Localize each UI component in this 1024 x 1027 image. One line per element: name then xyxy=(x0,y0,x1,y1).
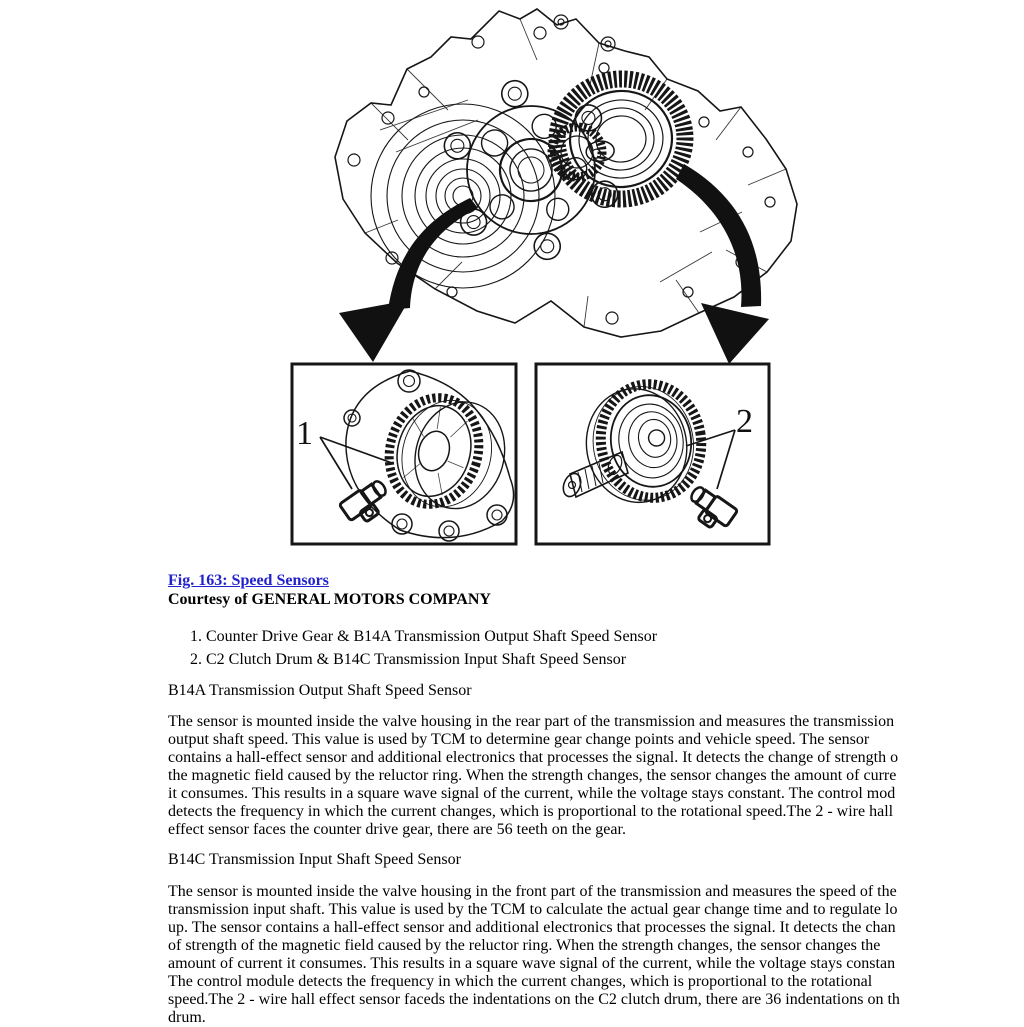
figure-caption-link[interactable]: Fig. 163: Speed Sensors xyxy=(168,572,329,589)
document-text xyxy=(168,571,1024,1027)
callout-label-1: 1 xyxy=(296,415,313,452)
clutch-drum-main xyxy=(551,73,691,206)
text-line: detects the frequency in which the current changes, which is proportional to the rotational speed.The 2 - wire hall xyxy=(168,803,894,820)
section-heading-b14c: B14C Transmission Input Shaft Speed Sensor xyxy=(168,851,461,868)
text-line: transmission input shaft. This value is used by the TCM to calculate the actual gear change time and to regulate lo xyxy=(168,901,898,918)
text-line: speed.The 2 - wire hall effect sensor faceds the indentations on the C2 clutch drum, there are 36 indentations on th xyxy=(168,991,900,1008)
clutch-drum-art xyxy=(577,376,710,510)
text-line: drum. xyxy=(168,1009,206,1026)
text-line: The control module detects the frequency in which the current changes, which is proportional to the rotational xyxy=(168,973,873,990)
text-line: The sensor is mounted inside the valve housing in the front part of the transmission and measures the speed of the xyxy=(168,883,897,900)
text-line: it consumes. This results in a square wave signal of the current, while the voltage stays constant. The control mod xyxy=(168,785,896,802)
callout-label-2: 2 xyxy=(736,403,753,440)
legend-item: 2. C2 Clutch Drum & B14C Transmission Input Shaft Speed Sensor xyxy=(190,651,627,668)
pump-cover-rings xyxy=(371,104,555,288)
text-line: of strength of the magnetic field caused by the reluctor ring. When the strength changes, the sensor changes the xyxy=(168,937,881,954)
section-body-b14c xyxy=(168,883,1024,1027)
detail-box-2 xyxy=(536,364,769,544)
text-line: amount of current it consumes. This results in a square wave signal of the current, while the voltage stays constan xyxy=(168,955,896,972)
section-heading-b14a: B14A Transmission Output Shaft Speed Sensor xyxy=(168,682,472,699)
courtesy-line: Courtesy of GENERAL MOTORS COMPANY xyxy=(168,591,491,608)
text-line: output shaft speed. This value is used by TCM to determine gear change points and vehicle speed. The sensor xyxy=(168,731,870,748)
text-line: the magnetic field caused by the reluctor ring. When the strength changes, the sensor changes the amount of curre xyxy=(168,767,897,784)
gear-bracket-plate xyxy=(346,371,514,538)
text-line: up. The sensor contains a hall-effect sensor and additional electronics that processes the signal. It detects the chan xyxy=(168,919,896,936)
callout-arrow-right-icon xyxy=(676,164,769,364)
callout-lines-1 xyxy=(320,437,392,489)
speed-sensor-2-art xyxy=(682,483,738,535)
detail-box-1 xyxy=(292,364,517,544)
counter-drive-gear-art xyxy=(377,384,517,522)
text-line: The sensor is mounted inside the valve housing in the rear part of the transmission and measures the transmission xyxy=(168,713,895,730)
text-line: contains a hall-effect sensor and additional electronics that processes the signal. It detects the change of strength o xyxy=(168,749,899,766)
legend-item: 1. Counter Drive Gear & B14A Transmission Output Shaft Speed Sensor xyxy=(190,628,658,645)
section-body-b14a xyxy=(168,713,1024,839)
text-line: effect sensor faces the counter drive gear, there are 56 teeth on the gear. xyxy=(168,821,626,838)
figure-legend-list xyxy=(168,625,1024,671)
